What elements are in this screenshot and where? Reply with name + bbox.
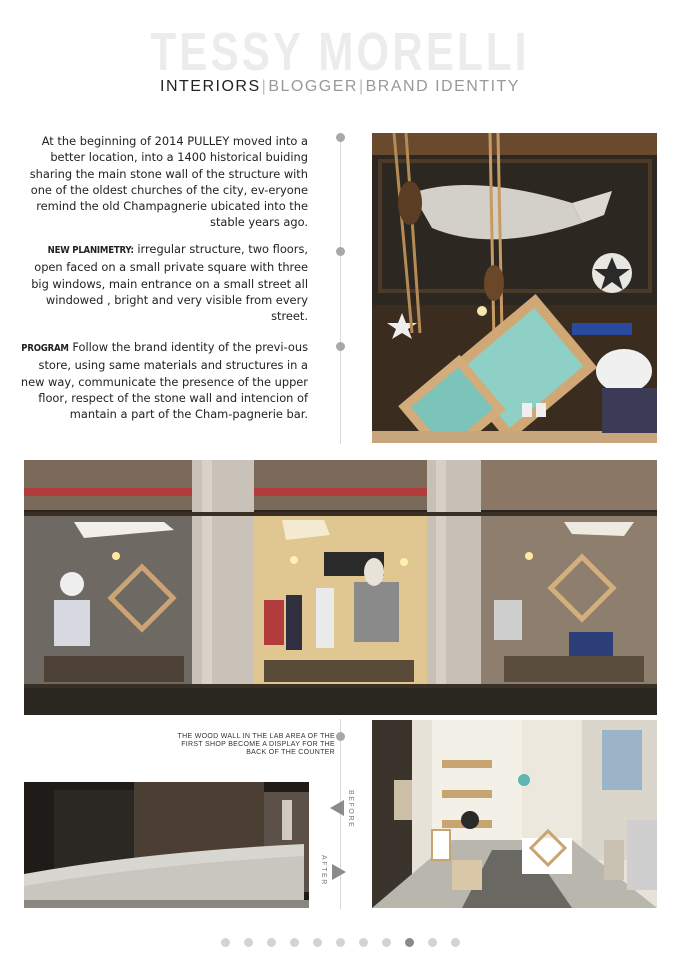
subtitle-brand-identity: BRAND IDENTITY <box>365 78 520 95</box>
timeline-dot <box>336 133 345 142</box>
subtitle-blogger: BLOGGER <box>268 78 358 95</box>
program-paragraph <box>18 339 308 422</box>
wood-wall-caption: THE WOOD WALL IN THE LAB AREA OF THE FIRST SHOP BECOME A DISPLAY FOR THE BACK OF THE COUNTER <box>177 733 335 756</box>
page-dot[interactable] <box>313 938 322 947</box>
page-dot[interactable] <box>290 938 299 947</box>
timeline-line-top <box>340 136 341 444</box>
page-dot[interactable] <box>336 938 345 947</box>
subtitle-interiors: INTERIORS <box>160 78 261 95</box>
page-subtitle <box>0 78 680 96</box>
before-arrow-icon <box>330 800 344 816</box>
timeline-dot <box>336 732 345 741</box>
page-dot[interactable] <box>451 938 460 947</box>
page-dot[interactable] <box>267 938 276 947</box>
program-lead: PROGRAM <box>21 343 69 354</box>
after-interior-photo <box>372 720 657 908</box>
planimetry-text: irregular structure, two floors, open faced on a small private square with three big windows, main entrance on a small street all windowed , bright and very visible from every street. <box>31 242 308 324</box>
before-photo <box>24 782 309 908</box>
page-dot[interactable] <box>405 938 414 947</box>
planimetry-paragraph <box>18 241 308 324</box>
program-text: Follow the brand identity of the previ-ous store, using same materials and structures in a new way, communicate the presence of the upper floor, respect of the stone wall and intencion of mantain a part of the Cham-pagnerie bar. <box>20 340 308 422</box>
page-dot[interactable] <box>359 938 368 947</box>
window-display-photo <box>372 133 657 443</box>
intro-paragraph <box>18 133 308 231</box>
storefront-photo <box>24 460 657 715</box>
before-label: BEFORE <box>347 790 354 829</box>
intro-text: At the beginning of 2014 PULLEY moved into a better location, into a 1400 historical buiding sharing the main stone wall of the structure with one of the oldest churches of the city, ev-eryone remind the old Champagnerie ubicated into the stable years ago. <box>29 134 308 230</box>
timeline-dot <box>336 247 345 256</box>
timeline-dot <box>336 342 345 351</box>
page-dot[interactable] <box>221 938 230 947</box>
planimetry-lead: NEW PLANIMETRY: <box>47 245 134 256</box>
after-arrow-icon <box>332 864 346 880</box>
page-dot[interactable] <box>382 938 391 947</box>
page-title: TESSY MORELLI <box>150 22 530 82</box>
subtitle-separator: | <box>358 78 365 95</box>
after-label: AFTER <box>320 855 327 886</box>
page-dot[interactable] <box>428 938 437 947</box>
page-dot[interactable] <box>244 938 253 947</box>
pagination-dots <box>0 938 680 947</box>
subtitle-separator: | <box>261 78 268 95</box>
